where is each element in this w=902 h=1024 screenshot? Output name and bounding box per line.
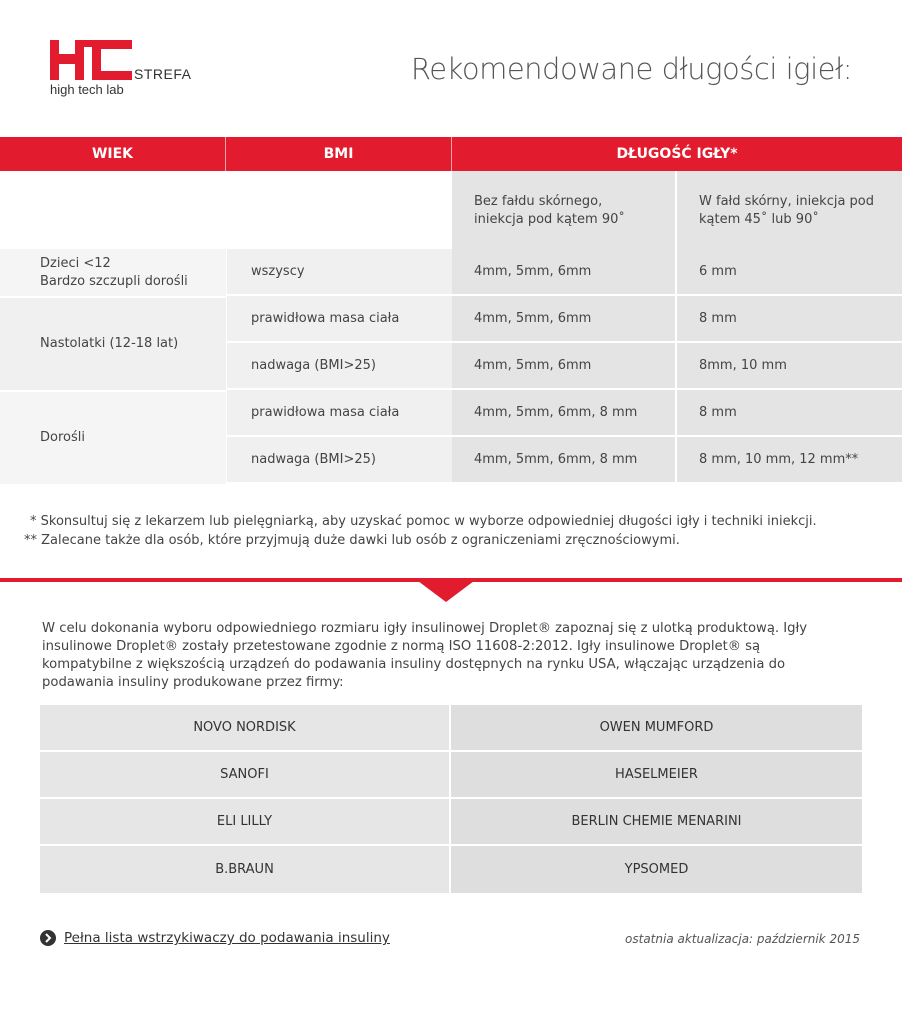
no-fold-cell: 4mm, 5mm, 6mm, 8 mm — [452, 390, 677, 435]
logo-tagline: high tech lab — [50, 82, 124, 97]
table-row — [226, 249, 902, 296]
table-body — [0, 249, 902, 486]
table-row — [226, 390, 902, 437]
age-group-adults: Dorośli — [0, 392, 226, 486]
fold-cell: 8mm, 10 mm — [677, 343, 902, 388]
manufacturers-table — [40, 705, 862, 893]
subheader-fold: W fałd skórny, iniekcja pod kątem 45˚ lub 90˚ — [677, 171, 902, 249]
logo — [50, 40, 210, 100]
header-bmi: BMI — [226, 137, 452, 171]
no-fold-cell: 4mm, 5mm, 6mm — [452, 249, 677, 294]
fold-cell: 8 mm — [677, 390, 902, 435]
manufacturer-cell: SANOFI — [40, 752, 451, 797]
manufacturer-cell: YPSOMED — [451, 846, 862, 893]
subheader-blank — [0, 171, 452, 249]
bmi-cell: prawidłowa masa ciała — [226, 390, 452, 435]
full-list-link-label[interactable]: Pełna lista wstrzykiwaczy do podawania insuliny — [64, 930, 390, 946]
arrow-right-circle-icon — [40, 930, 56, 946]
divider-arrow-icon — [418, 581, 474, 602]
age-group-teens: Nastolatki (12-18 lat) — [0, 298, 226, 392]
footnote-1: * Skonsultuj się z lekarzem lub pielęgniarką, aby uzyskać pomoc w wyborze odpowiedniej długości igły i techniki iniekcji. — [30, 514, 817, 529]
manufacturer-cell: OWEN MUMFORD — [451, 705, 862, 750]
footnote-2: ** Zalecane także dla osób, które przyjmują duże dawki lub osób z ograniczeniami zręcznościowymi. — [24, 533, 680, 548]
manufacturer-cell: B.BRAUN — [40, 846, 451, 893]
fold-cell: 8 mm, 10 mm, 12 mm** — [677, 437, 902, 482]
hc-logo-mark — [50, 40, 134, 80]
header-wiek: WIEK — [0, 137, 226, 171]
logo-strefa: STREFA — [134, 66, 192, 82]
manufacturer-cell: HASELMEIER — [451, 752, 862, 797]
needle-length-table — [0, 137, 902, 486]
bmi-cell: prawidłowa masa ciała — [226, 296, 452, 341]
header-needle-length: DŁUGOŚĆ IGŁY* — [616, 146, 738, 162]
last-updated: ostatnia aktualizacja: październik 2015 — [625, 932, 860, 946]
page-title: Rekomendowane długości igieł: — [410, 52, 852, 86]
no-fold-cell: 4mm, 5mm, 6mm, 8 mm — [452, 437, 677, 482]
fold-cell: 8 mm — [677, 296, 902, 341]
table-row — [40, 799, 862, 846]
footnotes — [24, 512, 817, 550]
bmi-cell: nadwaga (BMI>25) — [226, 437, 452, 482]
table-subheader — [0, 171, 902, 249]
manufacturer-cell: BERLIN CHEMIE MENARINI — [451, 799, 862, 844]
bmi-cell: wszyscy — [226, 249, 452, 294]
manufacturer-cell: NOVO NORDISK — [40, 705, 451, 750]
no-fold-cell: 4mm, 5mm, 6mm — [452, 343, 677, 388]
table-row — [40, 705, 862, 752]
table-row — [226, 437, 902, 484]
fold-cell: 6 mm — [677, 249, 902, 294]
table-row — [40, 752, 862, 799]
table-row — [226, 343, 902, 390]
table-row — [40, 846, 862, 893]
table-row — [226, 296, 902, 343]
description: W celu dokonania wyboru odpowiedniego rozmiaru igły insulinowej Droplet® zapoznaj się z ulotką produktową. Igły insulinowe Droplet® zostały przetestowane zgodnie z normą ISO 11608-2:2012. Igły insulinowe Droplet® są kompatybilne z większością urządzeń do podawania insuliny dostępnych na rynku USA, włączając urządzenia do podawania insuliny produkowane przez firmy: — [42, 621, 808, 690]
age-group-children: Dzieci <12 Bardzo szczupli dorośli — [0, 249, 226, 298]
values-column — [226, 249, 902, 486]
age-column — [0, 249, 226, 486]
table-header — [0, 137, 902, 171]
bmi-cell: nadwaga (BMI>25) — [226, 343, 452, 388]
subheader-no-fold: Bez fałdu skórnego, iniekcja pod kątem 90˚ — [452, 171, 677, 249]
no-fold-cell: 4mm, 5mm, 6mm — [452, 296, 677, 341]
manufacturer-cell: ELI LILLY — [40, 799, 451, 844]
full-list-link[interactable] — [40, 930, 390, 946]
